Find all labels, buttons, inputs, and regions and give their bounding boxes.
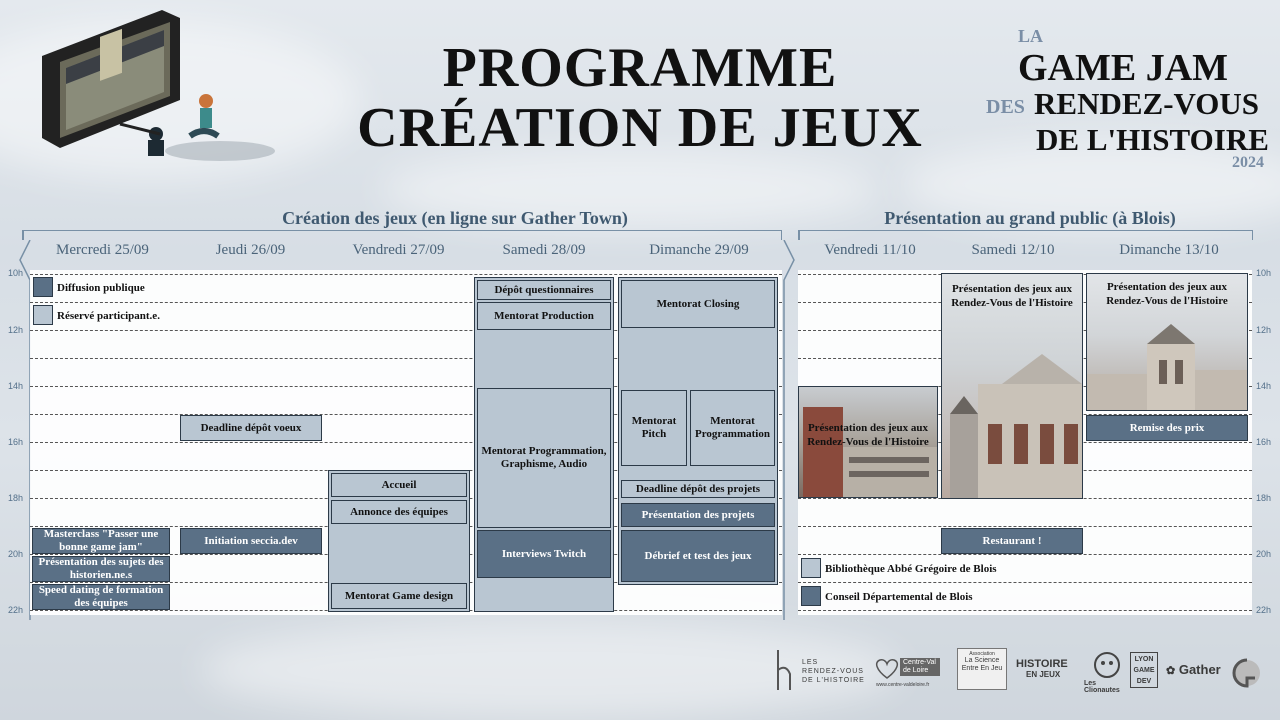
- logo-clionautes: Les Clionautes: [1084, 652, 1128, 692]
- legend-label-bibliotheque: Bibliothèque Abbé Grégoire de Blois: [825, 563, 997, 575]
- event-caption: Présentation des jeux aux Rendez-Vous de l'Histoire: [951, 283, 1073, 309]
- legend-swatch-conseil: [801, 586, 821, 606]
- day-label: Jeudi 26/09: [215, 242, 286, 258]
- event-mentorat-pitch[interactable]: Mentorat Pitch: [621, 390, 687, 466]
- hour-label: 22h: [1256, 605, 1272, 615]
- event-initiation[interactable]: Initiation seccia.dev: [180, 528, 322, 554]
- hour-label: 20h: [8, 549, 24, 559]
- event-annonce[interactable]: Annonce des équipes: [331, 500, 467, 524]
- g-logo-icon: [1232, 658, 1262, 688]
- section-rule-online: [22, 230, 782, 240]
- legend-swatch-bibliotheque: [801, 558, 821, 578]
- logo-la-science-entre-en-jeu: Association La Science Entre En Jeu: [957, 648, 1007, 690]
- event-deadline-voeux[interactable]: Deadline dépôt voeux: [180, 415, 322, 441]
- chevron-divider-icon: [780, 240, 800, 620]
- logo-gather: ✿ Gather: [1166, 662, 1221, 677]
- legend-label-diffusion: Diffusion publique: [57, 282, 145, 294]
- logo-histoire-en-jeux: HISTOIRE EN JEUX: [1016, 658, 1068, 679]
- grid-line: [798, 582, 1252, 583]
- grid-line: [798, 554, 1252, 555]
- h-logo-icon: [772, 648, 796, 692]
- event-mentorat-production[interactable]: Mentorat Production: [477, 302, 611, 330]
- hour-label: 22h: [8, 605, 24, 615]
- day-label: Samedi 12/10: [971, 242, 1055, 258]
- section-title-blois: Présentation au grand public (à Blois): [884, 208, 1176, 228]
- hour-label: 14h: [1256, 381, 1272, 391]
- section-title-online: Création des jeux (en ligne sur Gather Town): [282, 208, 628, 228]
- logo-centre-val-de-loire: Centre-Val de Loire www.centre-valdeloire.fr: [874, 656, 944, 690]
- clionautes-face-icon: [1092, 652, 1122, 678]
- event-mentorat-closing[interactable]: Mentorat Closing: [621, 280, 775, 328]
- day-label: Dimanche 29/09: [649, 242, 749, 258]
- event-presentation-jeux-dimanche[interactable]: [1086, 273, 1248, 411]
- logo-lyon-game-dev: LYON GAME DEV: [1130, 652, 1158, 688]
- gather-icon: ✿: [1166, 665, 1176, 677]
- event-remise-prix[interactable]: Remise des prix: [1086, 415, 1248, 441]
- grid-line: [30, 274, 782, 275]
- event-mentorat-programmation[interactable]: Mentorat Programmation: [690, 390, 775, 466]
- heart-icon: [874, 658, 900, 680]
- event-presentation-sujets[interactable]: Présentation des sujets des historien.ne.s: [32, 556, 170, 582]
- legend-swatch-reserve: [33, 305, 53, 325]
- event-depot-questionnaires[interactable]: Dépôt questionnaires: [477, 280, 611, 300]
- event-caption: Présentation des jeux aux Rendez-Vous de l'Histoire: [1106, 281, 1228, 307]
- legend-label-reserve: Réservé participant.e.: [57, 310, 160, 322]
- event-deadline-projets[interactable]: Deadline dépôt des projets: [621, 480, 775, 498]
- hour-label: 16h: [8, 437, 24, 447]
- day-label: Vendredi 27/09: [352, 242, 445, 258]
- event-restaurant[interactable]: Restaurant !: [941, 528, 1083, 554]
- hour-label: 12h: [1256, 325, 1272, 335]
- hour-label: 10h: [1256, 268, 1272, 278]
- hour-label: 14h: [8, 381, 24, 391]
- section-rule-blois: [798, 230, 1253, 240]
- day-label: Dimanche 13/10: [1119, 242, 1219, 258]
- hour-label: 12h: [8, 325, 24, 335]
- day-label: Samedi 28/09: [502, 242, 586, 258]
- event-accueil[interactable]: Accueil: [331, 473, 467, 497]
- hour-label: 18h: [8, 493, 24, 503]
- event-mentorat-programmation-graphisme-audio[interactable]: Mentorat Programmation, Graphisme, Audio: [477, 388, 611, 528]
- event-presentation-jeux-samedi[interactable]: [941, 273, 1083, 499]
- legend-swatch-diffusion: [33, 277, 53, 297]
- event-presentation-projets[interactable]: Présentation des projets: [621, 503, 775, 527]
- hour-label: 10h: [8, 268, 24, 278]
- day-label: Mercredi 25/09: [56, 242, 149, 258]
- page-title: PROGRAMME CRÉATION DE JEUX: [357, 37, 923, 159]
- grid-line: [798, 526, 1252, 527]
- logo-g-circle: [1232, 658, 1262, 688]
- event-mentorat-game-design[interactable]: Mentorat Game design: [331, 583, 467, 609]
- event-masterclass[interactable]: Masterclass "Passer une bonne game jam": [32, 528, 170, 554]
- legend-label-conseil: Conseil Départemental de Blois: [825, 591, 973, 603]
- event-speed-dating[interactable]: Speed dating de formation des équipes: [32, 584, 170, 610]
- hour-label: 18h: [1256, 493, 1272, 503]
- event-interviews-twitch[interactable]: Interviews Twitch: [477, 530, 611, 578]
- event-presentation-jeux-vendredi[interactable]: [798, 386, 938, 498]
- day-label: Vendredi 11/10: [824, 242, 916, 258]
- event-caption: Présentation des jeux aux Rendez-Vous de l'Histoire: [807, 422, 929, 448]
- grid-line: [798, 610, 1252, 611]
- arcade-illustration: [20, 6, 280, 196]
- hour-label: 16h: [1256, 437, 1272, 447]
- event-debrief[interactable]: Débrief et test des jeux: [621, 530, 775, 582]
- hour-label: 20h: [1256, 549, 1272, 559]
